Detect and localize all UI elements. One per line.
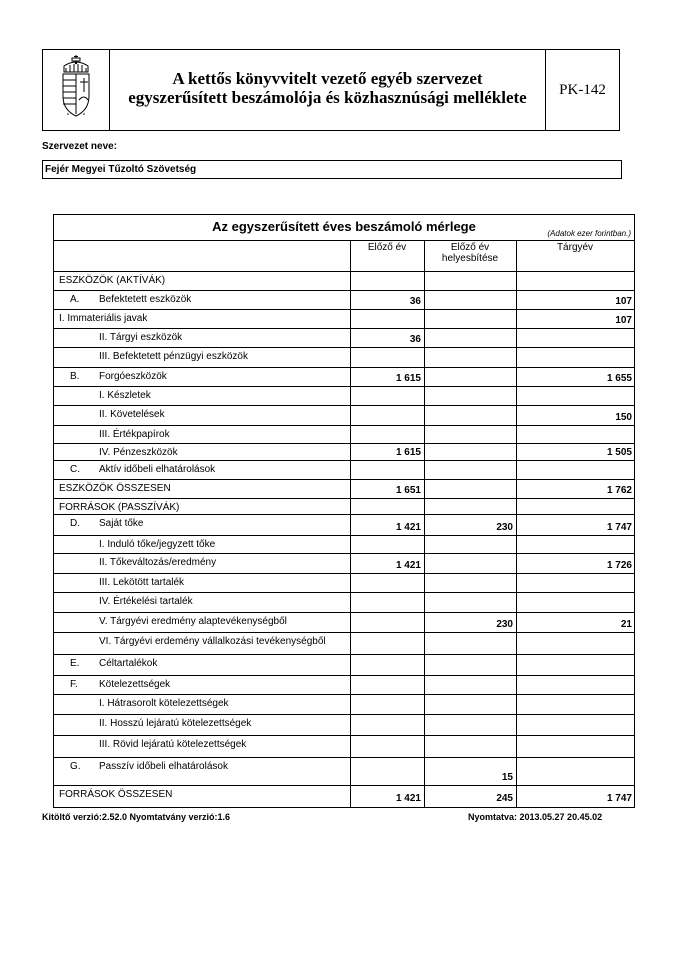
row-label: II. Tőkeváltozás/eredmény [99, 557, 217, 568]
cell-prev-correction: 230 [496, 522, 513, 533]
row-label: V. Tárgyévi eredmény alaptevékenységből [99, 616, 287, 627]
balance-sheet-table [53, 214, 635, 808]
form-code: PK-142 [559, 82, 606, 98]
row-label: FORRÁSOK (PASSZÍVÁK) [59, 502, 180, 513]
table-row [54, 736, 634, 758]
form-header [42, 49, 620, 131]
cell-prev-year: 1 615 [395, 447, 421, 458]
cell-prev-year: 36 [409, 296, 421, 307]
cell-current-year: 1 655 [606, 373, 632, 384]
row-label: I. Hátrasorolt kötelezettségek [99, 698, 229, 709]
row-label: Saját tőke [99, 518, 144, 529]
table-unit-note: (Adatok ezer forintban.) [547, 229, 631, 238]
coat-of-arms-cell [43, 50, 110, 130]
table-row [54, 426, 634, 444]
cell-prev-year: 1 421 [395, 560, 421, 571]
row-label: Kötelezettségek [99, 679, 171, 690]
row-label: III. Lekötött tartalék [99, 577, 185, 588]
table-title: Az egyszerűsített éves beszámoló mérlege [212, 219, 476, 234]
organization-label: Szervezet neve: [42, 141, 118, 152]
cell-current-year: 107 [615, 296, 632, 307]
column-header-prev-year: Előző év [367, 242, 407, 253]
row-label: III. Értékpapírok [99, 429, 170, 440]
row-letter: D. [70, 518, 80, 529]
table-row [54, 348, 634, 368]
row-label: II. Hosszú lejáratú kötelezettségek [99, 718, 252, 729]
table-row [54, 515, 634, 536]
table-row [54, 291, 634, 310]
organization-name-field: Fejér Megyei Tűzoltó Szövetség [42, 160, 622, 179]
table-row [54, 536, 634, 554]
cell-prev-correction: 230 [496, 619, 513, 630]
header-divider [54, 240, 634, 241]
table-row [54, 676, 634, 695]
table-row [54, 406, 634, 426]
table-row [54, 574, 634, 593]
row-label: III. Rövid lejáratú kötelezettségek [99, 739, 247, 750]
column-header-prev-correction-line1: Előző év [450, 242, 490, 253]
cell-current-year: 107 [615, 315, 632, 326]
row-label: I. Induló tőke/jegyzett tőke [99, 539, 216, 550]
cell-prev-correction: 15 [501, 772, 513, 783]
table-row [54, 461, 634, 480]
row-label: IV. Értékelési tartalék [99, 596, 193, 607]
row-label: IV. Pénzeszközök [99, 447, 178, 458]
cell-current-year: 1 747 [606, 793, 632, 804]
cell-prev-correction: 245 [496, 793, 513, 804]
row-label: Befektetett eszközök [99, 294, 192, 305]
table-row [54, 444, 634, 461]
cell-current-year: 1 726 [606, 560, 632, 571]
table-row [54, 499, 634, 515]
table-row [54, 786, 634, 807]
table-row [54, 387, 634, 406]
row-letter: B. [70, 371, 80, 382]
row-letter: F. [70, 679, 78, 690]
row-letter: G. [70, 761, 81, 772]
row-label: ESZKÖZÖK ÖSSZESEN [59, 483, 171, 494]
cell-current-year: 1 747 [606, 522, 632, 533]
row-label: Forgóeszközök [99, 371, 167, 382]
cell-prev-year: 1 615 [395, 373, 421, 384]
row-letter: A. [70, 294, 80, 305]
column-header-prev-correction-line2: helyesbítése [441, 253, 499, 264]
row-label: FORRÁSOK ÖSSZESEN [59, 789, 173, 800]
coat-of-arms-icon [58, 54, 94, 126]
cell-prev-year: 1 421 [395, 793, 421, 804]
table-row [54, 593, 634, 613]
table-row [54, 695, 634, 715]
form-title [110, 50, 546, 130]
row-label: II. Követelések [99, 409, 165, 420]
cell-prev-year: 36 [409, 334, 421, 345]
row-label: I. Immateriális javak [59, 313, 148, 324]
footer-print-date: Nyomtatva: 2013.05.27 20.45.02 [468, 812, 603, 822]
table-row [54, 715, 634, 736]
row-label: III. Befektetett pénzügyi eszközök [99, 351, 248, 362]
row-letter: C. [70, 464, 80, 475]
form-title-line2: egyszerűsített beszámolója és közhasznúsági melléklete [128, 88, 527, 107]
table-row [54, 758, 634, 786]
column-header-current-year: Tárgyév [556, 242, 594, 253]
row-label: ESZKÖZÖK (AKTÍVÁK) [59, 275, 166, 286]
table-row [54, 633, 634, 655]
cell-current-year: 150 [615, 412, 632, 423]
column-header-prev-correction [424, 242, 516, 264]
row-label: VI. Tárgyévi erdemény vállalkozási tevékenységből [99, 636, 326, 647]
table-row [54, 329, 634, 348]
row-label: Passzív időbeli elhatárolások [99, 761, 228, 772]
table-row [54, 554, 634, 574]
footer-version: Kitöltő verzió:2.52.0 Nyomtatvány verzió:1.6 [42, 812, 231, 822]
table-row [54, 272, 634, 291]
row-label: Céltartalékok [99, 658, 158, 669]
table-row [54, 310, 634, 329]
table-row [54, 655, 634, 676]
cell-prev-year: 1 651 [395, 485, 421, 496]
cell-prev-year: 1 421 [395, 522, 421, 533]
table-row [54, 368, 634, 387]
table-row [54, 480, 634, 499]
row-label: Aktív időbeli elhatárolások [99, 464, 216, 475]
cell-current-year: 21 [620, 619, 632, 630]
cell-current-year: 1 505 [606, 447, 632, 458]
row-label: I. Készletek [99, 390, 151, 401]
form-title-line1: A kettős könyvvitelt vezető egyéb szervezet [172, 69, 483, 88]
cell-current-year: 1 762 [606, 485, 632, 496]
table-row [54, 613, 634, 633]
row-label: II. Tárgyi eszközök [99, 332, 183, 343]
row-letter: E. [70, 658, 80, 669]
